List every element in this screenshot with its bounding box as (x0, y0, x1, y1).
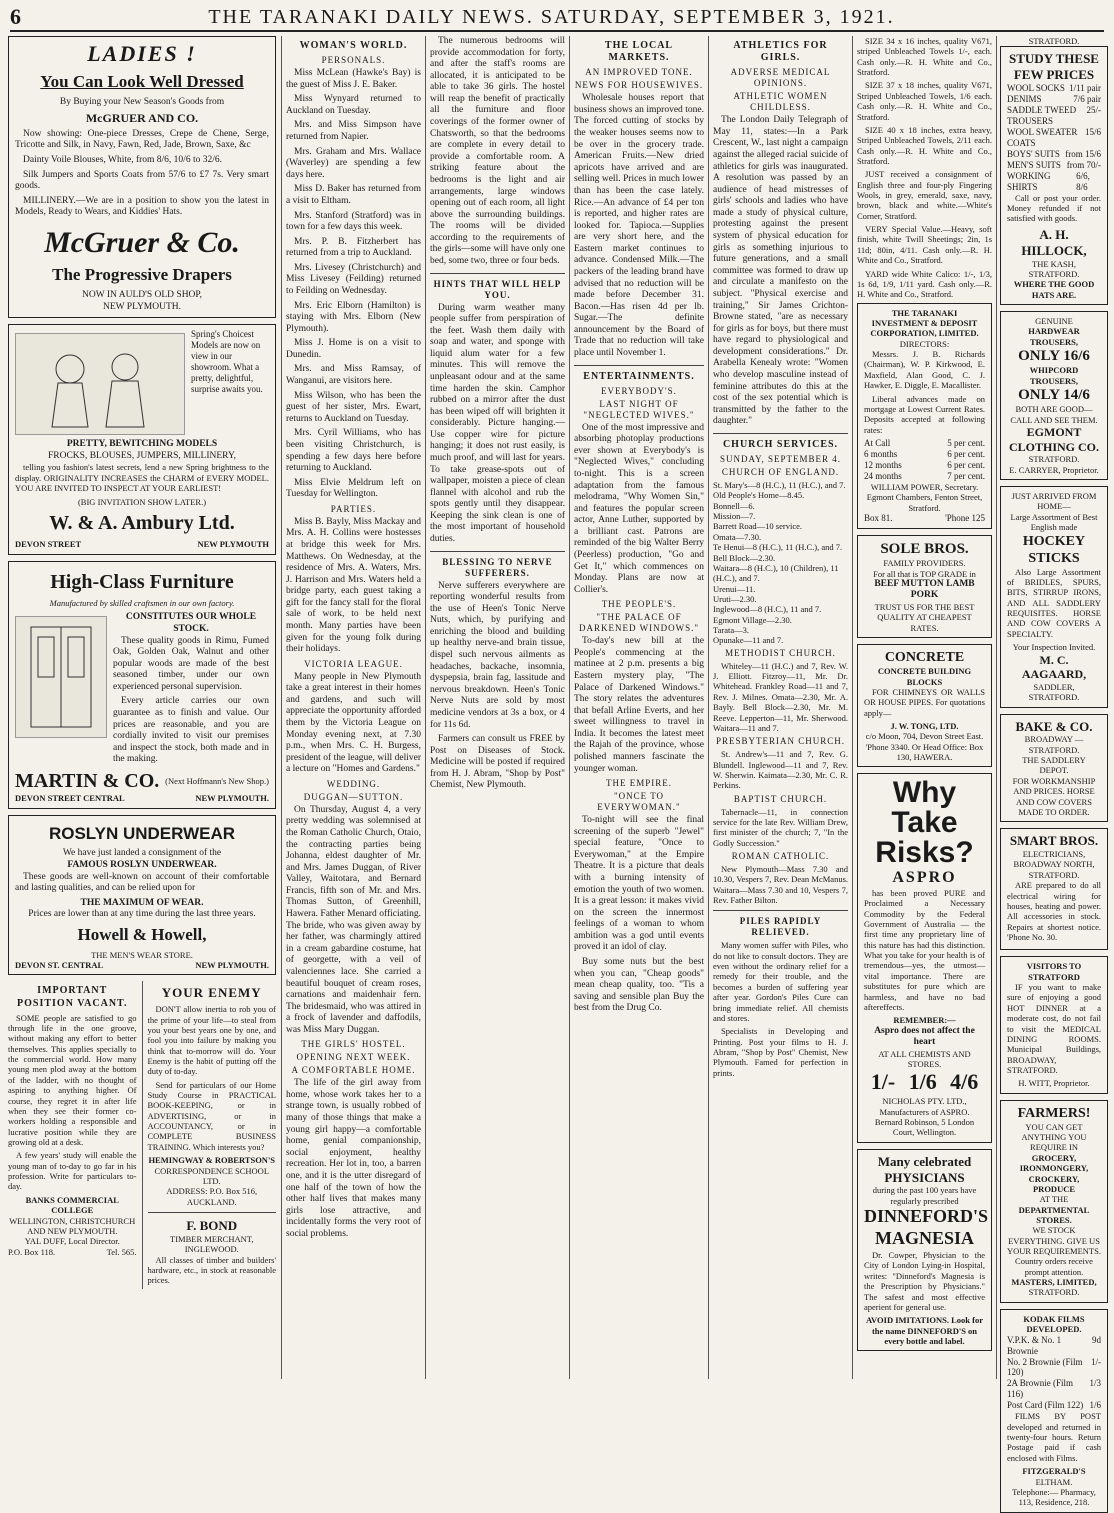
ad-hemingway-firm: HEMINGWAY & ROBERTSON'S (148, 1155, 276, 1166)
concrete-addr: c/o Moon, 704, Devon Street East. 'Phone 3340. Or Head Office: Box 130, HAWERA. (865, 731, 984, 763)
column-hints (430, 36, 565, 1379)
smart-body: ARE prepared to do all electrical wiring for houses, heating and power. All accessories in stock. Repairs at shortest notice. 'Phone No. 30. (1007, 880, 1101, 942)
ad-roslyn-right: NEW PLYMOUTH. (195, 959, 269, 970)
church-sub2: CHURCH OF ENGLAND. (721, 467, 840, 478)
price-item: SADDLE TWEED TROUSERS (1007, 105, 1077, 126)
ad-ambury-firm: W. & A. Ambury Ltd. (49, 511, 235, 534)
inv-sig: WILLIAM POWER, Secretary. (870, 481, 979, 492)
ad-hemingway-body: DON'T allow inertia to rob you of the prime of your life—to steal from you your best years one by one, and fool you into failure by making you think that to-morrow will do. Your Enemy is the habit of putting off the duty of to-day. (147, 1004, 276, 1077)
hillock-name: A. H. HILLOCK, (1021, 226, 1087, 258)
ad-hillock (1000, 46, 1108, 305)
ad-roslyn-body: These goods are well-known on account of their comfortable and lasting qualities, and can be relied upon for (15, 871, 269, 894)
section-presbyterian: PRESBYTERIAN CHURCH. (715, 736, 845, 747)
methodist-body: Whiteley—11 (H.C.) and 7, Rev. W. J. Elliott. Fitzroy—11, Mr. Dr. Whitehead. Frankley Road—11 and 7, Rev. J. Milnes. Omata—2.30, Mr. A. Bayly. Bell Block—2.30, Mr. M. Reeve. Lepperton—11, Mr. Sherwood. Waitara—11 and 7. (713, 660, 848, 733)
column-womans-world (286, 36, 421, 1379)
ad-martin-left: DEVON STREET CENTRAL (15, 793, 125, 804)
aspro-body: has been proved PURE and Proclaimed a Necessary Commodity by the Federal Government of Australia — the first time any proprietary line of this nature has had this distinction. What you take for your health is of tremendous—yes, the utmost—vital importance. There are substitutes for pure which are harmless, and have no bad aftereffects. (864, 887, 985, 1012)
ad-banks (8, 981, 137, 1288)
concrete-body: FOR CHIMNEYS OR WALLS OR HOUSE PIPES. For quotations apply— (864, 686, 985, 718)
ad-bake (1000, 714, 1108, 823)
inv-box: Box 81. (864, 512, 893, 523)
inv-body: Messrs. J. B. Richards (Chairman), W. P. Kirkwood, E. Maxfield, Alan Good, C. J. Hawker, E. Diggle, E. Macallister. (864, 349, 985, 391)
column-rule (281, 36, 282, 1379)
ad-roslyn-line2: FAMOUS ROSLYN UNDERWEAR. (67, 859, 217, 870)
buy-body: Buy some nuts but the best when you can, "Cheap goods" mean cheap quality, too. "Tis a saving and sensible plan Buy the best from the Drug Co. (574, 957, 704, 1014)
inv-directors: DIRECTORS: (899, 338, 950, 349)
egmont-hw-price: ONLY 16/6 (1018, 348, 1090, 365)
ad-banks-body2: A few years' study will enable the young man of to-day to go far in his profession. Write for particulars to-day. (8, 1150, 137, 1192)
masters-name: MASTERS, LIMITED, (1011, 1277, 1097, 1288)
ad-roslyn-line1: We have just landed a consignment of the (62, 848, 222, 859)
sole-sub: FAMILY PROVIDERS. (883, 558, 966, 569)
section-personals: PERSONALS. (321, 55, 386, 66)
ad-banks-sig: YAL DUFF, Local Director. (24, 1236, 120, 1247)
personal-item: Mrs. Eric Elborn (Hamilton) is staying with Mrs. Elborn (New Plymouth). (286, 300, 421, 334)
ad-mcgruer-body3: Silk Jumpers and Sports Coats from 57/6 to £7 7s. Very smart goods. (15, 169, 269, 192)
ad-martin-sub: Manufactured by skilled craftsmen in our own factory. (49, 598, 235, 609)
section-hints: HINTS THAT WILL HELP YOU. (433, 278, 562, 300)
column-rule (425, 36, 426, 1379)
kodak-body: FILMS BY POST developed and returned in twenty-four hours. Return Postage paid if cash enclosed with Films. (1007, 1411, 1101, 1463)
section-methodist: METHODIST CHURCH. (725, 647, 836, 658)
ad-mcgruer-headline: You Can Look Well Dressed (40, 71, 244, 91)
entertainments-body: One of the most impressive and absorbing photoplay productions ever shown at Everybody's is "Neglected Wives," concluding to-night. This is a screen adaptation from the famous melodrama, "Why Women Sin," and features the popular screen actor, Anne Luther, supported by a brilliant cast. Patrons are reminded of the big Walter Berry (Peerless) production, "Go and Get It," which commences on Monday. Plans are now at Collier's. (574, 422, 704, 595)
section-piles: PILES RAPIDLY RELIEVED. (739, 916, 822, 938)
section-title-womans-world: WOMAN'S WORLD. (299, 40, 408, 51)
ad-egmont-clothing (1000, 311, 1108, 480)
price-item: DENIMS (1007, 94, 1042, 105)
sole-items: BEEF MUTTON LAMB PORK (874, 578, 975, 601)
ad-mcgruer-line: By Buying your New Season's Goods from (59, 96, 225, 107)
small-ad: SIZE 37 x 18 inches, quality V671, Striped Unbleached Towels, 1/6 each. Cash only.—R. H. White and Co., Stratford. (857, 80, 992, 122)
hillock-tag: WHERE THE GOOD HATS ARE. (1013, 279, 1095, 300)
ad-ambury (8, 324, 276, 554)
ad-hemingway-firm2: CORRESPONDENCE SCHOOL LTD. (154, 1165, 270, 1186)
empire-body: To-night will see the final screening of the superb "Jewel" special feature, "Once to Everywoman," at the Empire Theatre. It is a picture that deals with a burning intensity of emotion the youth of two women. It is a great lesson: it makes vivid on the screen the innermost feelings of a woman to whom ambition was a god until events proved it an idol of clay. (574, 815, 704, 953)
column-rule (996, 36, 997, 1379)
hillock-headline: STUDY THESE FEW PRICES (1009, 51, 1099, 83)
column-stratford-ads (857, 36, 992, 1379)
hostel-body: The life of the girl away from home, whose work takes her to a strange town, is usually robbed of many of those things that make a young girl happy—a comfortable home, genial companionship, social enjoyment, healthy recreation. Her lot in, too, a barren one, and it is the utter disregard of one half of the town of how the other half lives that makes many girls lose attractive, and incidentally forms the very root of social problems. (286, 1078, 421, 1239)
ad-mcgruer-title: LADIES ! (87, 41, 197, 66)
aspro-line: Aspro does not affect the heart (874, 1025, 975, 1048)
masters-sub: STRATFORD. (1028, 1287, 1080, 1298)
egmont-sub: STRATFORD. (1028, 454, 1080, 465)
aspro-headline: Why Take Risks? (875, 776, 974, 870)
ad-ambury-side: Spring's Choicest Models are now on view in our showroom. What a pretty, delightful, surprise awaits you. (191, 329, 263, 395)
concrete-title: CONCRETE (884, 650, 965, 666)
ad-visitors (1000, 956, 1108, 1093)
ad-dinneford (857, 1149, 992, 1352)
personal-item: Miss Elvie Meldrum left on Tuesday for Wellington. (286, 477, 421, 500)
rate-value: 6 per cent. (947, 448, 985, 459)
section-wedding: WEDDING. (326, 778, 381, 789)
visitors-sig: H. WITT, Proprietor. (1018, 1078, 1090, 1089)
small-ad: SIZE 34 x 16 inches, quality V671, striped Unbleached Towels 1/-, each. Cash only.—R. H. White and Co., Stratford. (857, 36, 992, 78)
nerve-body2: Farmers can consult us FREE by Post on Diseases of Stock. Medicine will be posted if required from H. J. Abram, "Shop by Post" Chemist, New Plymouth. (430, 734, 565, 791)
peoples-body: To-day's new bill at the People's commencing at the matinee at 2 p.m. presents a big Eastern mystery play, "The Palace of Darkened Windows." The story relates the adventures that befall Arline Everts, and her sweet willingness to travel in India. It becomes the latest meet the Rajah of the province, whose polished manners fascinate the younger woman. (574, 636, 704, 774)
ad-martin-right: NEW PLYMOUTH. (195, 793, 269, 804)
aspro-rep: Bernard Robinson, 5 London Court, Wellington. (874, 1117, 975, 1138)
personal-item: Miss J. Home is on a visit to Dunedin. (286, 338, 421, 360)
ad-roslyn-title: ROSLYN UNDERWEAR (48, 823, 236, 843)
service-item: Uruti—2.30. (713, 593, 757, 604)
farmers-title: FARMERS! (1017, 1105, 1091, 1121)
service-item: Tarata—3. (713, 625, 749, 636)
roman-catholic-body: New Plymouth—Mass 7.30 and 10.30, Vespers 7, Rev. Dean McManus. Waitara—Mass 7.30 and 10, Vespers 7, Rev. Father Bilton. (713, 864, 848, 906)
personal-item: Miss Wynyard returned to Auckland on Tuesday. (286, 94, 421, 116)
section-church-services: CHURCH SERVICES. (722, 438, 839, 450)
service-item: St. Mary's—8 (H.C.), 11 (H.C.), and 7. (713, 479, 846, 490)
price-item: BOYS' SUITS (1007, 148, 1060, 159)
ad-martin-body2: Every article carries our own guarantee as to finish and value. Our prices are reasonable, and you are cordially invited to visit our premises and inspect the stock, both made and in the making. (113, 696, 269, 765)
price-value: 6/6, 8/6 (1076, 170, 1090, 192)
ad-roslyn-firm: Howell & Howell, (77, 924, 207, 944)
ad-martin (8, 561, 276, 809)
dinneford-sub: during the past 100 years have regularly prescribed (872, 1185, 977, 1206)
section-roman-catholic: ROMAN CATHOLIC. (731, 851, 830, 862)
kodak-price: 1/3 (1089, 1378, 1101, 1389)
hockey-title: HOCKEY STICKS (1022, 533, 1086, 566)
price-item: WORKING SHIRTS (1007, 170, 1051, 192)
wardrobe-illustration-icon (15, 616, 107, 738)
smart-name: SMART BROS. (1009, 833, 1099, 849)
dinneford-brand: DINNEFORD'S (864, 1206, 989, 1227)
sole-title: SOLE BROS. (880, 540, 969, 557)
column-advertisements-left (8, 36, 276, 1379)
service-item: Mission—7. (713, 511, 756, 522)
ad-mcgruer-firm: McGRUER AND CO. (85, 111, 199, 126)
aspro-firm: NICHOLAS PTY. LTD., Manufacturers of ASPRO. (879, 1096, 970, 1117)
church-sub: SUNDAY, SEPTEMBER 4. (719, 454, 842, 465)
aagaard-sub: SADDLER, STRATFORD. (1028, 681, 1080, 703)
kodak-item: V.P.K. & No. 1 Brownie (1007, 1334, 1062, 1356)
small-ad: SIZE 40 x 18 inches, extra heavy, Striped Unbleached Towels, 2/11 each. Cash only.—R. H. White and Co., Stratford. (857, 124, 992, 166)
page-number: 6 (10, 4, 21, 29)
column-athletics-church (713, 36, 848, 1379)
column-rule (852, 36, 853, 1379)
price-value: 1/11 pair (1069, 83, 1101, 94)
price-value: from 70/- (1066, 159, 1101, 170)
inv-addr: Egmont Chambers, Fenton Street, Stratford. (866, 492, 983, 513)
ad-mcgruer-tag: The Progressive Drapers (52, 265, 232, 285)
ad-martin-note: (Next Hoffmann's New Shop.) (165, 775, 269, 786)
small-ad: JUST received a consignment of English three and four-ply Fingering Wools, in grey, emerald, saxe, navy, brown, black and white.—White's Corner, Stratford. (857, 169, 992, 221)
personal-item: Mrs. Cyril Williams, who has been visiting Christchurch, is spending a few days here before returning to Auckland. (286, 428, 421, 474)
sole-foot: TRUST US FOR THE BEST QUALITY AT CHEAPEST RATES. (874, 602, 975, 633)
aagaard-name: M. C. AAGAARD, (1021, 652, 1087, 682)
ad-ambury-line: FROCKS, BLOUSES, JUMPERS, MILLINERY, (47, 450, 237, 461)
personal-item: Miss McLean (Hawke's Bay) is the guest of Miss J. E. Baker. (286, 68, 421, 90)
section-nerve-sufferers: BLESSING TO NERVE SUFFERERS. (442, 556, 553, 578)
egmont-name: EGMONT CLOTHING CO. (1008, 425, 1099, 454)
dinneford-brand2: MAGNESIA (874, 1228, 974, 1249)
personal-item: Miss D. Baker has returned from a visit to Eltham. (286, 184, 421, 206)
column-stratford-right (1000, 36, 1108, 1508)
hockey-inv: Your Inspection Invited. (1012, 642, 1096, 653)
column-rule (569, 36, 570, 1379)
ad-smart-bros (1000, 828, 1108, 950)
farmers-at: AT THE (1039, 1194, 1069, 1205)
rate-term: 12 months (864, 459, 902, 470)
service-item: Opunake—11 and 7. (713, 635, 784, 646)
stratford-label: STRATFORD. (1028, 36, 1080, 46)
kodak-title: KODAK FILMS DEVELOPED. (1023, 1313, 1085, 1335)
smart-sub2: BROADWAY NORTH, STRATFORD. (1013, 859, 1095, 880)
empire-sub: "ONCE TO EVERYWOMAN." (597, 791, 681, 813)
section-victoria-league: VICTORIA LEAGUE. (304, 658, 403, 669)
personal-item: Mrs. Livesey (Christchurch) and Miss Livesey (Feilding) returned to Feilding on Wednesday. (286, 262, 421, 296)
hostel-continued: The numerous bedrooms will provide accommodation for forty, and after the staff's rooms are allocated, it is anticipated to be able to take 36 girls. The hostel will reap the benefit of practically all the furniture and floor coverings of the former owner of Chatsworth, so that the bedrooms are complete in every detail to provide a comfortable room. A striking feature about the bedrooms is the light and air arrangements, large windows opening out of each room, all light above the surrounding buildings. The rooms will be divided according to the requirements of the girls—some will have only one bed, some two, three or four beds. (430, 36, 565, 266)
ad-martin-body1: These quality goods in Rimu, Fumed Oak, Golden Oak, Walnut and other popular woods are made of the best seasoned timber, under our own experienced personal supervision. (113, 635, 269, 692)
ad-roslyn-body2: Prices are lower than at any time during the last three years. (28, 909, 256, 920)
visitors-title: VISITORS TO STRATFORD (1026, 961, 1082, 982)
service-item: Omata—7.30. (713, 531, 762, 542)
wedding-sub: DUGGAN—SUTTON. (303, 791, 404, 802)
ad-sole-bros (857, 535, 992, 638)
fitz-tel: Telephone:— Pharmacy, 113, Residence, 218. (1012, 1486, 1096, 1508)
price-item: WOOL SWEATER COATS (1007, 126, 1078, 148)
egmont-wp: WHIPCORD TROUSERS, (1029, 365, 1079, 386)
athletics-sub2: ATHLETIC WOMEN CHILDLESS. (733, 91, 828, 113)
service-item: Te Henui—8 (H.C.), 11 (H.C.), and 7. (713, 542, 843, 553)
rate-term: At Call (864, 437, 891, 448)
peoples-sub: "THE PALACE OF DARKENED WINDOWS." (579, 612, 699, 634)
aspro-where: AT ALL CHEMISTS AND STORES. (878, 1048, 971, 1070)
parties-body: Miss B. Bayly, Miss Mackay and Mrs. A. H. Collins were hostesses at bridge this week for Mrs. Matthews. On Wednesday, at the residence of Mrs. A. Waters, Mrs. J. Harrison and Mrs. Waters held a bridge party, each guest taking a gift for the fancy stall for the floral sale of work, to be held next month. Many parties have been given for the young folk during their holidays. (286, 516, 421, 655)
entertainments-sub2: LAST NIGHT OF "NEGLECTED WIVES." (583, 398, 695, 420)
aspro-name: ASPRO (892, 869, 957, 887)
column-markets (574, 36, 704, 1379)
farmers-dept: DEPARTMENTAL STORES. (1018, 1204, 1090, 1225)
bake-sub: BROADWAY — STRATFORD. (1024, 734, 1084, 755)
section-girls-hostel: THE GIRLS' HOSTEL. (301, 1039, 406, 1050)
small-ad: YARD wide White Calico: 1/-, 1/3, 1s 6d, 1/9, 1/11 yard. Cash only.—R. H. White and Co., Stratford. (857, 268, 992, 300)
section-local-markets: THE LOCAL MARKETS. (604, 40, 674, 64)
athletics-body: The London Daily Telegraph of May 11, states:—In a Park Crescent, W., last night a campaign against the alleged racial suicide of athletics for girls was inaugurated. A resolution was passed by an audience of head mistresses of girls' schools and ladies who have made a study of physical culture, protesting against the present system of physical education for girls as something injurious to future generations, and a small committee was formed to draw up and circulate a manifesto on the subject. "Physical exercise and training," Sir James Crichton-Browne stated, "are as necessary for girls as for boys, but there must have regard to physiological and development considerations." Dr. Arabella Kenealy wrote: "Women who develop masculine instead of feminine attributes do this at the cost of the sex potential which is transmitted by the father to the daughter." (713, 115, 848, 427)
masthead (10, 4, 1104, 32)
visitors-body: IF you want to make sure of enjoying a good HOT DINNER at a moderate cost, do not fail to visit the MEDICAL DINING ROOMS. Municipal Buildings, BROADWAY, STRATFORD. (1007, 982, 1101, 1075)
ad-banks-firm: BANKS COMMERCIAL COLLEGE (25, 1194, 119, 1216)
egmont-genuine: GENUINE (1035, 316, 1073, 326)
ad-ambury-head: PRETTY, BEWITCHING MODELS (66, 439, 218, 450)
kodak-price: 1/6 (1089, 1400, 1101, 1411)
egmont-prop: E. CARRYER, Proprietor. (1009, 464, 1099, 475)
aspro-price: 1/6 (908, 1069, 937, 1095)
bake-note: FOR WORKMANSHIP AND PRICES. HORSE AND COW COVERS MADE TO ORDER. (1012, 775, 1096, 817)
price-item: WOOL SOCKS (1007, 83, 1065, 94)
section-empire: THE EMPIRE. (606, 778, 672, 789)
ad-fitzgerald (1000, 1309, 1108, 1513)
ad-taranaki-investment (857, 303, 992, 529)
bake-sub2: THE SADDLERY DEPOT. (1022, 755, 1086, 776)
markets-sub2: NEWS FOR HOUSEWIVES. (574, 80, 704, 91)
ad-roslyn-sub: THE MEN'S WEAR STORE. (91, 949, 193, 960)
piles-body: Many women suffer with Piles, who do not like to consult doctors. They are even without the ordinary relief for a remedy for their trouble, and the becomes a burden of suffering year after year. Gordon's Piles Cure can bring immediate relief. All chemists and stores. (713, 940, 848, 1023)
kodak-price: 9d (1092, 1334, 1101, 1345)
kodak-price: 1/- (1091, 1356, 1101, 1367)
ad-martin-title: High-Class Furniture (50, 570, 234, 593)
newspaper-title: THE TARANAKI DAILY NEWS. SATURDAY, SEPTEMBER 3, 1921. (208, 5, 895, 28)
ad-mcgruer-body1: Now showing: One-piece Dresses, Crepe de Chene, Serge, Tricotte and Silk, in Navy, Fawn, Red, Jade, Brown, Saxe, &c (15, 128, 269, 151)
ad-hemingway-body2: Send for particulars of our Home Study Course in PRACTICAL BOOK-KEEPING, or in ADVERTISING, or in ACCOUNTANCY, or in COMPLETE BUSINESS TRAINING. Which interests you? (147, 1079, 276, 1152)
ad-bond-sub: TIMBER MERCHANT, INGLEWOOD. (170, 1233, 254, 1255)
dinneford-head: Many celebrated PHYSICIANS (877, 1153, 972, 1185)
service-item: Barrett Road—10 service. (713, 521, 802, 532)
wedding-body: On Thursday, August 4, a very pretty wedding was solemnised at the Roman Catholic Church, Otaio, the contracting parties being Johanna, eldest daughter of Mr. and Mrs. James Duggan, of River Valley, Waitotara, and Bernard Francis, fifth son of Mr. and Mrs. Thomas Sutton, of Greenhill, Hawera. Father Menard officiating. The bride, who was given away by her father, was charmingly attired in a cream gabardine costume, hat of georgette, with a veil of valenciennes lace. She carried a beautiful bouquet of cream roses, carnations and maidenhair fern. The bridesmaid, who was attired in a frock of lavender and daffodils, was Miss Mary Duggan. (286, 804, 421, 1035)
fitz-name: FITZGERALD'S (1022, 1466, 1086, 1477)
price-item: MEN'S SUITS (1007, 159, 1061, 170)
fashion-illustration-icon (15, 333, 185, 435)
smart-sub: ELECTRICIANS, (1022, 849, 1086, 860)
column-rule (708, 36, 709, 1379)
service-item: Waitara—8 (H.C.), 10 (Children), 11 (H.C.), and 7. (713, 562, 839, 584)
price-value: 25/- (1086, 105, 1101, 116)
ad-ambury-right: NEW PLYMOUTH (197, 539, 269, 550)
service-item: Bell Block—2.30. (713, 552, 776, 563)
abram-footer: Specialists in Developing and Printing. Post your films to H. J. Abram, "Shop by Post" Chemist, New Plymouth. Famed for perfection in prints. (713, 1026, 848, 1078)
small-ad: VERY Special Value.—Heavy, soft finish, white Twill Sheetings; 2in, 1s 11d; 80in, 4/11. Cash only.—R. H. White and Co., Stratford. (857, 224, 992, 266)
farmers-items: GROCERY, IRONMONGERY, CROCKERY, PRODUCE (1019, 1152, 1089, 1194)
personal-item: Mrs. and Miss Simpson have returned from Napier. (286, 120, 421, 143)
ad-ambury-note: (BIG INVITATION SHOW LATER.) (77, 496, 207, 507)
markets-sub: AN IMPROVED TONE. (585, 67, 693, 78)
ad-ambury-body: telling you fashion's latest secrets, lend a new Spring brightness to the display. ORIGINALITY INCREASES the CHARM of EVERY MODEL. YOU ARE INVITED TO INSPECT AT YOUR EARLIEST! (15, 462, 269, 494)
price-value: 15/6 (1084, 126, 1101, 137)
ad-banks-title: IMPORTANT POSITION VACANT. (17, 985, 128, 1009)
ad-ambury-left: DEVON STREET (15, 539, 82, 550)
dinneford-foot: AVOID IMITATIONS. Look for the name DINNEFORD'S on every bottle and label. (866, 1315, 983, 1346)
egmont-note: BOTH ARE GOOD—CALL AND SEE THEM. (1010, 404, 1098, 425)
hockey-intro: JUST ARRIVED FROM HOME— (1011, 491, 1097, 512)
section-peoples: THE PEOPLE'S. (601, 599, 677, 610)
ad-roslyn (8, 815, 276, 976)
inv-title: THE TARANAKI INVESTMENT & DEPOSIT CORPORATION, LIMITED. (870, 307, 979, 339)
egmont-wp-price: ONLY 14/6 (1018, 387, 1090, 404)
ad-martin-firm: MARTIN & CO. (15, 769, 160, 792)
personal-item: Mrs. Stanford (Stratford) was in town for a few days this week. (286, 210, 421, 233)
section-parties: PARTIES. (330, 503, 377, 514)
aspro-remember: REMEMBER:— (893, 1015, 956, 1026)
rate-value: 5 per cent. (947, 437, 985, 448)
ad-mcgruer-body2: Dainty Voile Blouses, White, from 8/6, 10/6 to 32/6. (23, 154, 222, 165)
rate-term: 6 months (864, 448, 898, 459)
ad-bond-title: F. BOND (186, 1218, 238, 1233)
aspro-price: 1/- (870, 1069, 896, 1095)
section-athletics: ATHLETICS FOR GIRLS. (733, 40, 828, 64)
ad-aagaard (1000, 486, 1108, 707)
rate-term: 24 months (864, 470, 902, 481)
ad-mcgruer-addr2: NEW PLYMOUTH. (102, 301, 182, 312)
farmers-note: WE STOCK EVERYTHING. GIVE US YOUR REQUIREMENTS. (1007, 1225, 1101, 1257)
hockey-body: Also Large Assortment of BRIDLES, SPURS, BITS, STIRRUP IRONS, AND ALL SADDLERY REQUISITES. HORSE AND COW COVERS A SPECIALTY. (1007, 566, 1101, 639)
ad-concrete (857, 644, 992, 767)
egmont-hw: HARDWEAR TROUSERS, (1028, 326, 1080, 347)
presbyterian-body: St. Andrew's—11 and 7, Rev. G. Blundell. Inglewood—11 and 7, Rev. W. Sherwin. Kaimata—2.30, Mr. C. R. Perkins. (713, 749, 848, 791)
nerve-body: Nerve sufferers everywhere are reporting wonderful results from the use of Heen's Tonic Nerve Nuts, which, by purifying and enriching the blood and building up healthy nerve-and brain tissue, dispel such nervous ailments as headaches, backache, insomnia, dyspepsia, brain fag, lassitude and nervous breakdown. Heen's Tonic Nerve Nuts are sold by most medicine vendors at 3s a box, or 4 for 11s 6d. (430, 580, 565, 730)
personal-item: Mrs. and Miss Ramsay, of Wanganui, are visitors here. (286, 364, 421, 387)
section-baptist: BAPTIST CHURCH. (733, 793, 828, 804)
hints-body: During warm weather many people suffer from perspiration of the feet. Wash them daily with soap and water, and sponge with liquid alum water for a few minutes. This will remove the unpleasant odour and at the same time harden the skin. Camphor rubbed on a mirror after the dust has been wiped off will brighten it considerably. Picture hanging.—Use copper wire for picture hanging; it does not rust easily, is much proof, and will last for years. To take grease-spots out of wallpaper, moisten a piece of clean flannel with alcohol and rub the spots gently until they disappear. Keeping the sink clean is one of the most important of household duties. (430, 302, 565, 545)
personal-item: Miss Wilson, who has been the guest of her sister, Mrs. Ewart, returns to Auckland on Tuesday. (286, 390, 421, 424)
athletics-sub: ADVERSE MEDICAL OPINIONS. (730, 67, 831, 89)
hockey-line: Large Assortment of Best English made (1010, 511, 1098, 533)
inv-body2: Liberal advances made on mortgage at Lowest Current Rates. Deposits accepted at following rates: (864, 393, 985, 435)
personal-item: Mrs. Graham and Mrs. Wallace (Waverley) are spending a few days here. (286, 146, 421, 180)
ad-roslyn-value: THE MAXIMUM OF WEAR. (80, 897, 204, 908)
price-value: from 15/6 (1065, 148, 1101, 159)
concrete-firm: J. W. TONG, LTD. (890, 720, 959, 731)
kodak-item: Post Card (Film 122) (1007, 1400, 1084, 1411)
sole-body: For all that is TOP GRADE in (873, 568, 976, 579)
inv-phone: 'Phone 125 (945, 512, 985, 523)
ad-banks-body: SOME people are satisfied to go through life in the one groove, without making any effort to better themselves. This applies specially to the commercial world. How many young men plod away at the bottom of the ladder, with no thought of aspiring to anything higher. Of course, they regret it in after life when they see their former co-workers holding a responsible and lucrative position while they are growing old at a desk. (8, 1012, 137, 1147)
bake-name: BAKE & CO. (1015, 718, 1093, 734)
entertainments-sub: EVERYBODY'S. (601, 385, 677, 396)
ad-mcgruer-addr1: NOW IN AULD'S OLD SHOP, (81, 290, 203, 301)
hillock-sub: THE KASH, STRATFORD. (1028, 258, 1080, 279)
service-item: Bonnell—6. (713, 500, 755, 511)
service-item: Egmont Village—2.30. (713, 614, 792, 625)
farmers-body: YOU CAN GET ANYTHING YOU REQUIRE IN (1021, 1121, 1087, 1153)
ad-banks-box: P.O. Box 118. (8, 1246, 56, 1257)
victoria-league-body: Many people in New Plymouth take a great interest in their homes and gardens, and such will appreciate the opportunity afforded them by the Victoria League on Monday evening next, at 7.30 p.m., when Mrs. C. H. Burgess, president of the league, will deliver a lecture on "Homes and Gardens." (286, 671, 421, 775)
hostel-sub1: OPENING NEXT WEEK. (296, 1052, 411, 1063)
fitz-sub: ELTHAM. (1035, 1476, 1073, 1487)
section-entertainments: ENTERTAINMENTS. (583, 370, 695, 382)
kodak-item: 2A Brownie (Film 116) (1007, 1378, 1074, 1400)
kodak-item: No. 2 Brownie (Film 120) (1007, 1356, 1083, 1378)
service-item: Old People's Home—8.45. (713, 490, 805, 501)
ad-hemingway (148, 981, 277, 1288)
concrete-sub: CONCRETE BUILDING BLOCKS (877, 666, 972, 687)
hillock-note: Call or post your order. Money refunded if not satisfied with goods. (1007, 192, 1101, 224)
ad-bond-body: All classes of timber and builders' hardware, etc., in stock at reasonable prices. (147, 1254, 276, 1286)
ad-mcgruer-brand: McGruer & Co. (44, 225, 240, 259)
ad-martin-head: CONSTITUTES OUR WHOLE STOCK. (125, 612, 257, 634)
ad-roslyn-left: DEVON ST. CENTRAL (15, 959, 104, 970)
service-item: Urenui—11. (713, 583, 756, 594)
ad-masters (1000, 1100, 1108, 1303)
ad-mcgruer-body4: MILLINERY.—We are in a position to show you the latest in Models, Ready to Wears, and Kiddies' Hats. (15, 195, 269, 218)
baptist-body: Tabernacle—11, in connection service for the late Rev. William Drew, first minister of the church; 7, "In the Godly Succession." (713, 806, 848, 848)
rate-value: 7 per cent. (947, 470, 985, 481)
rate-value: 6 per cent. (947, 459, 985, 470)
personal-item: Mrs. P. B. Fitzherbert has returned from a trip to Auckland. (286, 236, 421, 259)
ad-mcgruer (8, 36, 276, 318)
service-item: Inglewood—8 (H.C.), 11 and 7. (713, 604, 822, 615)
aspro-price: 4/6 (950, 1069, 979, 1095)
dinneford-body: Dr. Cowper, Physician to the City of London Lying-in Hospital, writes: "Dinneford's Magnesia is the Prescription by Physicians." The safest and most effective aperient for general use. (864, 1250, 985, 1312)
ad-aspro (857, 773, 992, 1142)
price-value: 7/6 pair (1073, 94, 1101, 105)
ad-hemingway-addr: ADDRESS: P.O. Box 516, AUCKLAND. (166, 1186, 258, 1207)
hostel-sub2: A COMFORTABLE HOME. (291, 1065, 416, 1076)
ad-hemingway-title: YOUR ENEMY (161, 985, 262, 1001)
markets-body: Wholesale houses report that business shows an improved tone. The forced cutting of stocks by the weaker houses seems now to be over in the grocery trade. American Fruits.—New dried apricots have arrived and are selling well. Prices in much lower than has been the case lately. Rice.—An advance of £4 per ton is reported, and higher rates are looked for. Tapioca.—Supplies are very short here, and the Eastern market continues to advance. Condensed Milk.—The packers of the leading brand have advised that no reduction will be made before December 31. Bacon.—Has risen 4d per lb. Sugar.—The definite announcement by the Board of Trade that no reduction will take place until November 1. (574, 93, 704, 359)
farmers-note2: Country orders receive prompt attention. (1015, 1256, 1093, 1277)
ad-banks-addr: WELLINGTON, CHRISTCHURCH AND NEW PLYMOUTH. (9, 1215, 136, 1236)
ad-banks-tel: Tel. 565. (106, 1246, 137, 1257)
